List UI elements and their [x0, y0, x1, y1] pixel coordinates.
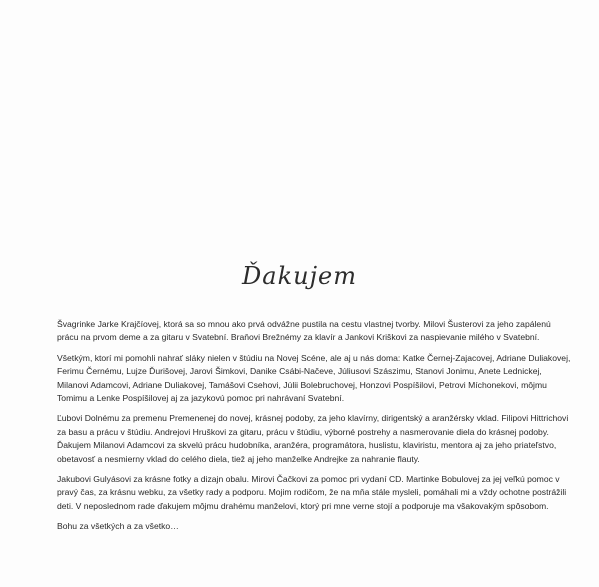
- paragraph: Ľubovi Dolnému za premenu Premenenej do novej, krásnej podoby, za jeho klavírny, dirigentský a aranžérsky vklad. Filipovi Hittrichovi za basu a prácu v štúdiu. Andrejovi Hruškovi za gitaru, prácu v štúdiu, výborné postrehy a nasmerovanie diela do krásnej podoby. Ďakujem Milanovi Adamcovi za skvelú prácu hudobníka, aranžéra, programátora, huslistu, klaviristu, mentora aj za jeho priateľstvo, obetavosť a nesmierny vklad do celého diela, tiež aj jeho manželke Andrejke za nahranie flauty.: [57, 413, 569, 464]
- page-title: Ďakujem: [242, 262, 357, 290]
- acknowledgements-text: [57, 318, 573, 541]
- paragraph: Bohu za všetkých a za všetko…: [57, 521, 179, 532]
- paragraph: Švagrinke Jarke Krajčíovej, ktorá sa so mnou ako prvá odvážne pustila na cestu vlastnej tvorby. Milovi Šusterovi za jeho zapálenú prácu na prvom deme a za gitaru v Svatební. Braňovi Brežnémy za klavír a Jankovi Kriškovi za naspievanie milého v Svatební.: [57, 319, 551, 343]
- paragraph: Všetkým, ktorí mi pomohli nahrať sláky nielen v štúdiu na Novej Scéne, ale aj u nás doma: Katke Černej-Zajacovej, Adriane Duliakovej, Ferimu Černému, Lujze Ďurišovej, Jarovi Šimkovi, Danike Csábi-Načeve, Júliusovi Szászimu, Stanovi Jonimu, Anete Lednickej, Milanovi Adamcovi, Adriane Duliakovej, Tamášovi Csehovi, Júlii Bolebruchovej, Honzovi Pospíšilovi, Petrovi Míchonekovi, môjmu Tomimu a Lenke Pospíšilovej aj za jazykovú pomoc pri nahrávaní Svatební.: [57, 352, 571, 404]
- paragraph: Jakubovi Gulyásovi za krásne fotky a dizajn obalu. Mirovi Čačkovi za pomoc pri vydaní CD. Martinke Bobulovej za jej veľkú pomoc v pravý čas, za krásnu webku, za všetky rady a podporu. Mojim rodičom, že na mňa stále mysleli, pomáhali mi a vždy ochotne postrážili deti. V neposlednom rade ďakujem môjmu drahému manželovi, ktorý pri mne verne stojí a podporuje ma všakovakým spôsobom.: [57, 474, 567, 511]
